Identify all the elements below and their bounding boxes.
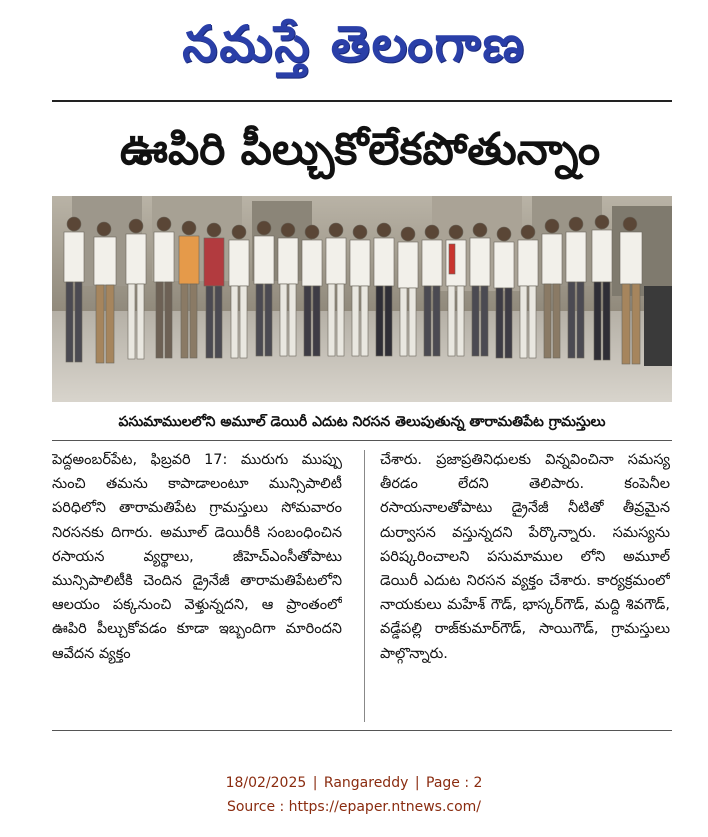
newspaper-logo: నమస్తే తెలంగాణ — [182, 15, 526, 73]
footer-edition: Rangareddy — [323, 775, 409, 791]
article-photo — [52, 196, 672, 402]
footer-page: Page : 2 — [426, 775, 483, 791]
footer-date: 18/02/2025 — [225, 775, 307, 791]
footer-source[interactable]: Source : https://epaper.ntnews.com/ — [226, 799, 482, 815]
column-divider — [364, 450, 365, 722]
bottom-divider — [52, 730, 672, 731]
footer-separator: | — [312, 775, 318, 791]
protest-group-photo — [52, 196, 672, 402]
article-body-right-column: చేశారు. ప్రజాప్రతినిధులకు విన్నవించినా సమస్య తీరడం లేదని తెలిపారు. కంపెనీల రసాయనాలతోపాటు డ్రైనేజీ నీటితో తీవ్రమైన దుర్వాసన వస్తున్నదని పేర్కొన్నారు. సమస్యను పరిష్కరించాలని పసుమాముల లోని అమూల్ డెయిరీ ఎదుట నిరసన వ్యక్తం చేశారు. కార్యక్రమంలో నాయకులు మహేశ్ గౌడ్, భాస్కర్‌గౌడ్, మద్ది శివగౌడ్, వడ్డేపల్లి రాజ్‌కుమార్‌గౌడ్, సాయిగౌడ్, గ్రామస్తులు పాల్గొన్నారు. — [380, 452, 670, 662]
footer-separator: | — [414, 775, 420, 791]
photo-caption: పసుమాములలోని అమూల్ డెయిరీ ఎదుట నిరసన తెలుపుతున్న తారామతిపేట గ్రామస్తులు — [118, 414, 606, 430]
page-footer — [0, 771, 708, 819]
top-divider — [52, 100, 672, 102]
article-headline: ఊపిరి పీల్చుకోలేకపోతున్నాం — [119, 124, 601, 175]
masthead — [0, 4, 708, 84]
footer-meta-line — [0, 771, 708, 795]
next-article-cut-headline — [90, 737, 630, 751]
caption-divider — [52, 440, 672, 441]
article-body-left-column: పెద్దఅంబర్‌పేట, ఫిబ్రవరి 17: మురుగు ముప్పు నుంచి తమను కాపాడాలంటూ మున్సిపాలిటీ పరిధిలోని తారామతిపేట గ్రామస్తులు సోమవారం నిరసనకు దిగారు. అమూల్ డెయిరీకి సంబంధించిన రసాయన వ్యర్థాలు, జీహెచ్ఎంసీతోపాటు మున్సిపాలిటీకి చెందిన డ్రైనేజీ తారామతిపేటలోని ఆలయం పక్కనుంచి వెళ్తున్నదని, ఆ ప్రాంతంలో ఊపిరి పీల్చుకోవడం కూడా ఇబ్బందిగా మారిందని ఆవేదన వ్యక్తం — [52, 452, 342, 662]
